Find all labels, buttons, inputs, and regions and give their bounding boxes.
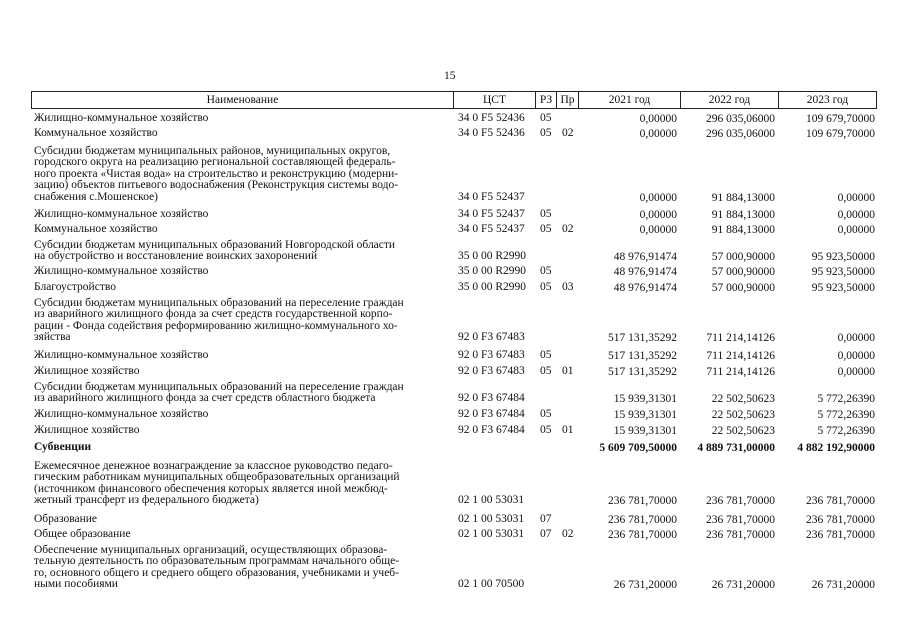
row-value-2021: 26 731,20000 [613,579,677,592]
row-value-2022: 91 884,13000 [711,191,775,204]
row-rz: 05 [540,265,552,277]
row-value-2022: 711 214,14126 [706,350,775,362]
row-name-line: ного проекта «Чистая вода» на строительство и реконструкцию (модерни- [34,167,399,180]
row-value-2023: 26 731,20000 [811,579,875,592]
row-name-line: гическим работникам муниципальных общеобразовательных организаций [34,471,400,484]
row-name-line: из аварийного жилищного фонда за счет средств государственной корпо- [34,308,393,321]
row-name-line: Жилищно-коммунальное хозяйство [34,112,209,124]
row-rz: 05 [540,208,552,220]
row-value-2022: 91 884,13000 [711,224,775,236]
row-cst: 34 0 F5 52436 [458,112,525,124]
row-name-line: рации - Фонда содействия реформированию жилищно-коммунального хо- [34,319,398,332]
row-value-2023: 5 772,26390 [817,425,875,437]
row-value-2021: 0,00000 [639,128,677,140]
row-value-2023: 4 882 192,90000 [797,442,875,454]
row-value-2021: 5 609 709,50000 [599,442,677,454]
header-pr: Пр [556,91,579,109]
row-cst: 35 0 00 R2990 [458,281,527,293]
row-value-2023: 0,00000 [837,224,875,236]
row-value-2023: 109 679,70000 [806,113,875,125]
row-rz: 05 [540,112,552,124]
header-2021: 2021 год [578,91,681,109]
row-cst: 35 0 00 R2990 [458,250,527,263]
row-value-2023: 0,00000 [837,191,875,204]
row-name-line: Коммунальное хозяйство [34,223,158,235]
row-name-line: Коммунальное хозяйство [34,127,158,139]
row-value-2023: 236 781,70000 [806,495,875,508]
row-name-line: городского округа на реализацию региональной составляющей федераль- [34,156,396,169]
row-value-2022: 296 035,06000 [706,128,775,140]
row-rz: 07 [540,513,552,525]
row-value-2021: 236 781,70000 [608,514,677,526]
row-name-line: тельную деятельность по образовательным программам начального обще- [34,555,400,568]
row-value-2022: 236 781,70000 [706,495,775,508]
row-cst: 92 0 F3 67483 [458,349,525,361]
row-value-2021: 517 131,35292 [608,350,677,362]
row-name-line: из аварийного жилищного фонда за счет средств областного бюджета [34,392,376,405]
row-value-2021: 0,00000 [639,113,677,125]
header-2023: 2023 год [778,91,877,109]
header-name: Наименование [31,91,454,109]
row-value-2023: 95 923,50000 [811,251,875,264]
row-value-2021: 0,00000 [639,224,677,236]
row-cst: 92 0 F3 67483 [458,331,525,344]
header-2022: 2022 год [680,91,779,109]
row-name-line: Обеспечение муниципальных организаций, осуществляющих образова- [34,544,388,556]
row-value-2022: 236 781,70000 [706,529,775,541]
row-pr: 01 [562,424,574,436]
row-value-2021: 0,00000 [639,191,677,204]
row-value-2023: 0,00000 [837,332,875,345]
row-name-line: Благоустройство [34,281,116,293]
row-pr: 02 [562,223,574,235]
header-cst: ЦСТ [453,91,536,109]
row-rz: 05 [540,365,552,377]
row-rz: 05 [540,223,552,235]
row-value-2021: 15 939,31301 [613,425,677,437]
row-name-line: зацию) объектов питьевого водоснабжения (Реконструкция системы водо- [34,179,399,192]
row-value-2023: 236 781,70000 [806,514,875,526]
row-name-line: го, основного общего и среднего общего образования, учебниками и учеб- [34,566,399,579]
row-rz: 05 [540,408,552,420]
row-value-2021: 517 131,35292 [608,366,677,378]
row-value-2023: 109 679,70000 [806,128,875,140]
row-pr: 03 [562,281,574,293]
row-name-line: Субсидии бюджетам муниципальных образований на переселение граждан [34,297,404,309]
row-value-2023: 5 772,26390 [817,409,875,421]
row-cst: 92 0 F3 67483 [458,365,525,377]
row-value-2023: 0,00000 [837,209,875,221]
row-cst: 92 0 F3 67484 [458,392,525,405]
row-value-2021: 48 976,91474 [613,266,677,278]
row-cst: 02 1 00 70500 [458,578,525,591]
row-cst: 34 0 F5 52437 [458,223,525,235]
row-value-2021: 236 781,70000 [608,495,677,508]
row-value-2021: 48 976,91474 [613,282,677,294]
row-value-2023: 95 923,50000 [811,266,875,278]
row-name-line: жетный трансферт из федерального бюджета) [34,494,259,507]
row-cst: 02 1 00 53031 [458,528,525,540]
row-name-line: Жилищно-коммунальное хозяйство [34,408,209,420]
page-number: 15 [444,70,456,82]
row-name-line: Жилищное хозяйство [34,424,140,436]
row-name-line: Жилищно-коммунальное хозяйство [34,265,209,277]
row-name-line: Субсидии бюджетам муниципальных районов, муниципальных округов, [34,145,391,157]
row-pr: 01 [562,365,574,377]
row-value-2023: 5 772,26390 [817,393,875,406]
row-value-2022: 57 000,90000 [711,282,775,294]
row-name-line: Жилищное хозяйство [34,365,140,377]
row-value-2021: 15 939,31301 [613,393,677,406]
header-rz: РЗ [535,91,557,109]
row-rz: 07 [540,528,552,540]
row-cst: 02 1 00 53031 [458,513,525,525]
row-value-2022: 296 035,06000 [706,113,775,125]
row-name-line: на обустройство и восстановление воинских захоронений [34,250,318,263]
row-name-line: Субсидии бюджетам муниципальных образований на переселение граждан [34,381,404,393]
row-cst: 92 0 F3 67484 [458,408,525,420]
row-rz: 05 [540,281,552,293]
row-value-2022: 711 214,14126 [706,332,775,345]
row-value-2021: 15 939,31301 [613,409,677,421]
row-value-2022: 22 502,50623 [711,409,775,421]
row-cst: 92 0 F3 67484 [458,424,525,436]
row-value-2022: 22 502,50623 [711,393,775,406]
row-cst: 34 0 F5 52437 [458,208,525,220]
row-value-2021: 236 781,70000 [608,529,677,541]
row-cst: 34 0 F5 52436 [458,127,525,139]
row-value-2023: 0,00000 [837,350,875,362]
row-name-line: снабжения с.Мошенское) [34,190,159,203]
row-name-line: Жилищно-коммунальное хозяйство [34,208,209,220]
row-value-2022: 57 000,90000 [711,251,775,264]
row-rz: 05 [540,127,552,139]
row-value-2021: 517 131,35292 [608,332,677,345]
row-value-2022: 711 214,14126 [706,366,775,378]
row-name-line: Образование [34,513,98,525]
row-pr: 02 [562,127,574,139]
row-rz: 05 [540,349,552,361]
row-value-2022: 22 502,50623 [711,425,775,437]
row-value-2022: 4 889 731,00000 [697,442,775,454]
row-name-line: ными пособиями [34,578,118,591]
row-value-2022: 236 781,70000 [706,514,775,526]
row-value-2023: 0,00000 [837,366,875,378]
row-name-line: Субвенции [34,441,92,453]
row-name-line: Жилищно-коммунальное хозяйство [34,349,209,361]
row-value-2021: 48 976,91474 [613,251,677,264]
row-value-2023: 236 781,70000 [806,529,875,541]
row-cst: 02 1 00 53031 [458,494,525,507]
row-name-line: Общее образование [34,528,131,540]
row-value-2022: 91 884,13000 [711,209,775,221]
row-value-2022: 57 000,90000 [711,266,775,278]
row-name-line: (источником финансового обеспечения которых является иной межбюд- [34,482,388,495]
row-name-line: Субсидии бюджетам муниципальных образований Новгородской области [34,239,396,251]
row-value-2021: 0,00000 [639,209,677,221]
row-cst: 35 0 00 R2990 [458,265,527,277]
row-rz: 05 [540,424,552,436]
row-name-line: зяйства [34,331,71,344]
row-cst: 34 0 F5 52437 [458,190,525,203]
row-name-line: Ежемесячное денежное вознаграждение за классное руководство педаго- [34,460,393,472]
row-value-2023: 95 923,50000 [811,282,875,294]
row-value-2022: 26 731,20000 [711,579,775,592]
row-pr: 02 [562,528,574,540]
